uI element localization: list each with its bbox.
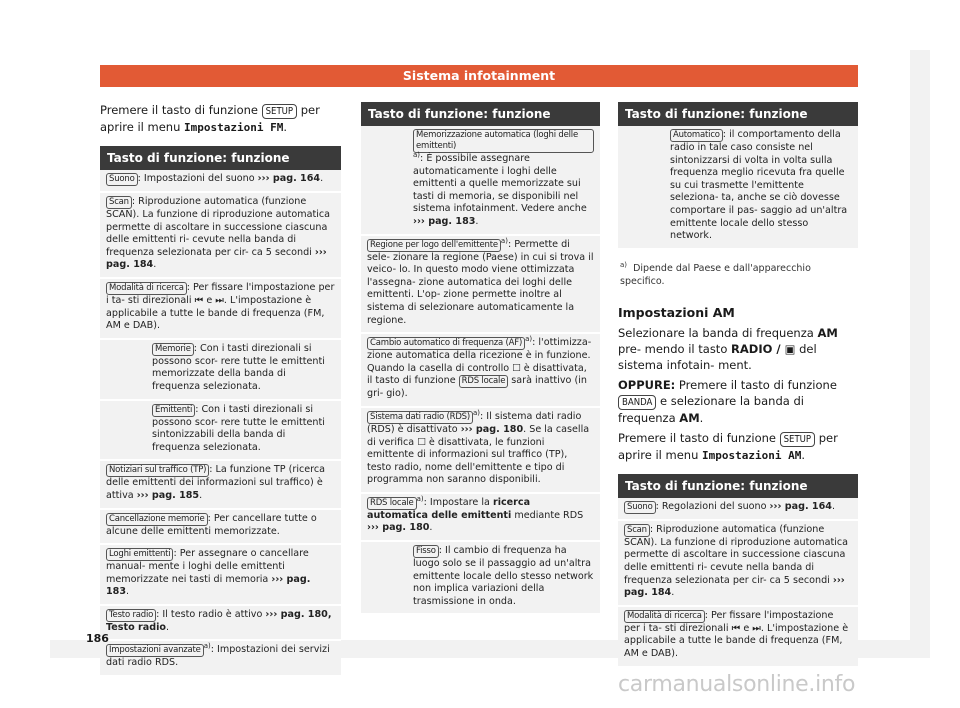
table-row: [618, 607, 858, 668]
softkey-label: Loghi emittenti: [106, 548, 173, 561]
row-tail: .: [475, 215, 479, 227]
softkey-label: Modalità di ricerca: [624, 610, 705, 623]
table-row: [100, 170, 341, 193]
function-table-fm-continued: [361, 126, 600, 615]
column-middle: [361, 102, 600, 615]
table-row: [361, 408, 600, 494]
page-reference: ››› pag. 185: [136, 489, 200, 501]
row-tail: .: [126, 586, 130, 598]
row-tail: .: [671, 587, 675, 599]
softkey-label: Cancellazione memorie: [106, 513, 208, 526]
row-text: : Permette di sele- zionare la regione (Paese) in cui si trova il veico- lo. In questo modo viene ottimizzata l'assegna- zione automatica dei loghi delle emittenti. L'op- zione permette inoltre al sistema di selezionare automaticamente la regione.: [367, 238, 594, 326]
row-text: : Per fissare l'impostazione per i ta- sti direzionali ⏮ e ⏭. L'impostazione è applicabile a tutte le bande di frequenza (FM, AM e DAB).: [624, 609, 849, 659]
table-row: [361, 236, 600, 335]
table-row: [100, 510, 341, 546]
paragraph-or: OPPURE: Premere il tasto di funzione BANDA e selezionare la banda di frequenza AM.: [618, 377, 837, 425]
table-row: [618, 521, 858, 607]
softkey-label: Regione per logo dell'emittente: [367, 239, 501, 252]
row-tail: .: [320, 173, 324, 184]
paragraph-setup: Premere il tasto di funzione SETUP per aprire il menu Impostazioni AM.: [618, 430, 838, 462]
row-text: : È possibile assegnare automaticamente i loghi delle emittenti a quelle memorizzate sui tasti di memoria, se disponibili nel sistema infotainment. Vedere anche: [413, 153, 587, 215]
menu-name: Impostazioni AM: [702, 448, 802, 462]
footnote-ref: a): [413, 150, 421, 159]
softkey-label: RDS locale: [459, 375, 509, 388]
row-text: : Per fissare l'impostazione per i ta- sti direzionali ⏮ e ⏭. L'impostazione è applicabile a tutte le bande di frequenza (FM, AM e DAB).: [106, 281, 335, 332]
row-tail: .: [153, 259, 157, 271]
softkey-label: Impostazioni avanzate: [106, 644, 204, 657]
table-title: Tasto di funzione: funzione: [100, 146, 341, 170]
footnote-ref: a): [472, 408, 481, 417]
banda-button-ref: BANDA: [618, 395, 656, 410]
table-row: Automatico : il comportamento della radio in tale caso consiste nel sintonizzarsi di volta in volta sulla frequenza meglio ricevuta fra quelle su cui trasmette l'emittente seleziona- ta, anche se ciò dovesse comportare il pas- saggio ad un'altra emittente locale dello stesso network.: [618, 126, 858, 250]
softkey-label: Fisso: [413, 545, 439, 558]
table-row: [618, 498, 858, 521]
row-text: : Impostazioni del suono: [137, 173, 258, 184]
softkey-label: Testo radio: [106, 609, 156, 622]
softkey-label: Sistema dati radio (RDS): [367, 411, 473, 424]
softkey-label: Scan: [106, 196, 132, 209]
page-number: 186: [86, 632, 109, 645]
row-text: : Per assegnare o cancellare manual- mente i loghi delle emittenti memorizzate nei tasti di memoria: [106, 548, 309, 585]
footnote: $^{a)}$ Dipende dal Paese e dall'apparecchio specifico.: [620, 260, 811, 287]
footnote-ref: a): [525, 334, 533, 343]
intro-paragraph: Premere il tasto di funzione SETUP per aprire il menu Impostazioni FM.: [100, 103, 320, 134]
row-text: : Il testo radio è attivo: [156, 608, 266, 620]
page-reference: ››› pag. 180: [367, 522, 430, 534]
page-reference: ››› pag. 180, Testo radio: [106, 608, 332, 633]
page-reference: ››› pag. 183: [106, 573, 311, 598]
menu-name: Impostazioni FM: [184, 121, 284, 134]
table-row: [361, 334, 600, 408]
softkey-label: Scan: [624, 524, 650, 537]
page-reference: ››› pag. 180: [460, 423, 524, 435]
row-text: : La funzione TP (ricerca delle emittenti dei informazioni sul traffico) è attiva: [106, 464, 326, 501]
softkey-label: Suono: [624, 501, 656, 514]
softkey-label: Modalità di ricerca: [106, 282, 187, 295]
row-text: mediante RDS: [511, 509, 584, 521]
row-tail: .: [429, 522, 433, 534]
row-text: : Impostare la: [423, 496, 493, 508]
table-row: [100, 340, 341, 401]
table-row: [100, 641, 341, 677]
table-row: [100, 401, 341, 462]
row-emphasis: ricerca automatica delle emittenti: [367, 496, 531, 521]
row-tail: .: [165, 621, 170, 633]
table-row: [100, 461, 341, 509]
page-reference: ››› pag. 184: [106, 246, 327, 271]
section-title: Impostazioni AM: [618, 304, 735, 320]
table-row: [361, 494, 600, 542]
page-header: Sistema infotainment: [100, 65, 858, 87]
row-text: : Con i tasti direzionali si possono scor- rere tutte le emittenti memorizzate della banda di frequenza selezionata.: [152, 342, 325, 392]
row-text: : Riproduzione automatica (funzione SCAN). La funzione di riproduzione automatica permette di ascoltare in successione ciascuna delle emittenti ri- cevute nella banda di frequenza selezionata per cir- ca 5 secondi: [624, 523, 849, 586]
row-tail: .: [199, 489, 203, 501]
page-reference: ››› pag. 164: [769, 500, 832, 512]
function-table-am: [618, 498, 858, 668]
page-reference: ››› pag. 184: [624, 574, 845, 599]
paragraph-am-select: Selezionare la banda di frequenza AM pre- mendo il tasto RADIO / ▣ del sistema infotain- ment.: [618, 325, 838, 372]
footnote-ref: a): [203, 642, 211, 651]
row-text: : Con i tasti direzionali si possono scor- rere tutte le emittenti sintonizzabili della banda di frequenza selezionata.: [152, 403, 325, 453]
footnote-ref: a): [416, 494, 424, 503]
table-row: [100, 606, 341, 642]
table-title: Tasto di funzione: funzione: [618, 474, 858, 498]
softkey-label: Emittenti: [152, 404, 195, 417]
row-text: : Per cancellare tutte o alcune delle emittenti memorizzate.: [106, 512, 317, 537]
softkey-label: Memorizzazione automatica (loghi delle emittenti): [413, 129, 594, 153]
table-title: Tasto di funzione: funzione: [361, 102, 600, 126]
table-row: [100, 279, 341, 340]
function-table-fm: [100, 170, 341, 677]
row-text: : Regolazioni del suono: [655, 500, 770, 512]
table-row: [100, 545, 341, 606]
table-title: Tasto di funzione: funzione: [618, 102, 858, 126]
softkey-label: Suono: [106, 173, 138, 186]
setup-button-ref: SETUP: [780, 432, 815, 447]
watermark: carmanualsonline.info: [618, 672, 856, 697]
page-reference: ››› pag. 164: [257, 173, 321, 184]
softkey-label: Notiziari sul traffico (TP): [106, 464, 209, 477]
setup-button-ref: SETUP: [262, 104, 297, 119]
table-row: [361, 126, 600, 236]
row-text: : Impostazioni dei servizi dati radio RDS.: [106, 644, 330, 669]
page-reference: ››› pag. 183: [413, 215, 476, 227]
row-text: . Se la casella di verifica ☐ è disattivata, le funzioni emittente di informazioni sul traffico (TP), testo radio, nome dell'emittente e tipo di programma non saranno disponibili.: [367, 423, 590, 486]
table-row: [100, 193, 341, 279]
row-text: : Riproduzione automatica (funzione SCAN). La funzione di riproduzione automatica permette di ascoltare in successione ciascuna delle emittenti ri- cevute nella banda di frequenza selezionata per cir- ca 5 secondi: [106, 196, 331, 258]
radio-key-icon: RADIO / ▣: [731, 341, 796, 356]
row-text: : Il cambio di frequenza ha luogo solo se il passaggio ad un'altra emittente locale dello stesso network non implica variazioni della trasmissione in onda.: [413, 545, 594, 607]
column-left: [100, 102, 341, 677]
row-tail: .: [831, 500, 836, 512]
softkey-label: RDS locale: [367, 497, 417, 510]
softkey-label: Cambio automatico di frequenza (AF): [367, 337, 525, 350]
column-right: [618, 102, 858, 668]
softkey-label: Automatico: [670, 129, 723, 142]
row-text: : Il sistema dati radio (RDS) è disattivato: [367, 410, 582, 435]
table-row: [361, 542, 600, 615]
softkey-label: Memorie: [152, 343, 194, 356]
footnote-ref: a): [500, 236, 508, 245]
row-text: : l'ottimizza- zione automatica della ricezione è in funzione. Quando la casella di controllo ☐ è disattivata, il tasto di funzione: [367, 337, 592, 387]
row-text: sarà inattivo (in gri- gio).: [367, 375, 587, 400]
